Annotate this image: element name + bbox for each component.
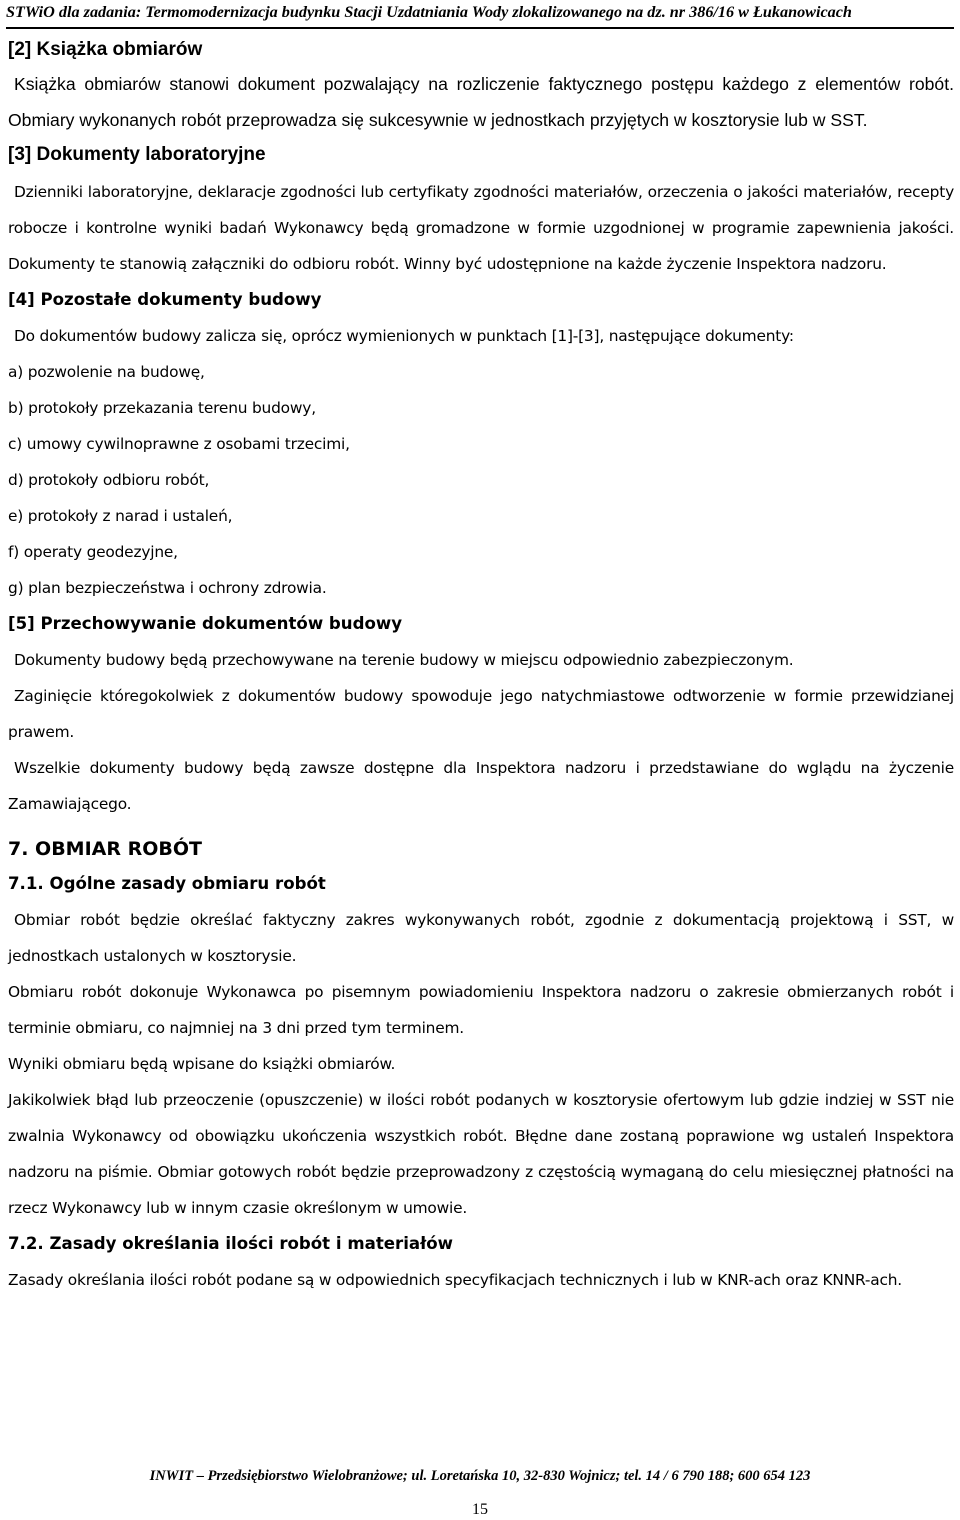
section-paragraph: Zaginięcie któregokolwiek z dokumentów budowy spowoduje jego natychmiastowe odtworzenie w formie przewidzianej prawem. (8, 687, 954, 741)
section-paragraph: Wyniki obmiaru będą wpisane do książki obmiarów. (8, 1055, 396, 1073)
list-item: e) protokoły z narad i ustaleń, (8, 507, 233, 525)
section-dokumenty-laboratoryjne (8, 138, 954, 282)
section-heading: [3] Dokumenty laboratoryjne (8, 144, 266, 165)
list-item: g) plan bezpieczeństwa i ochrony zdrowia. (8, 579, 327, 597)
page-number: 15 (472, 1501, 488, 1518)
section-paragraph: Obmiar robót będzie określać faktyczny zakres wykonywanych robót, zgodnie z dokumentacją projektową i SST, w jednostkach ustalonych w kosztorysie. (8, 911, 954, 965)
section-intro: Do dokumentów budowy zalicza się, oprócz wymienionych w punktach [1]-[3], następujące dokumenty: (14, 327, 794, 345)
list-item: a) pozwolenie na budowę, (8, 363, 205, 381)
running-header: STWiO dla zadania: Termomodernizacja budynku Stacji Uzdatniania Wody zlokalizowanego na dz. nr 386/16 w Łukanowicach (6, 3, 852, 21)
section-paragraph: Dokumenty budowy będą przechowywane na terenie budowy w miejscu odpowiednio zabezpieczonym. (14, 651, 794, 669)
section-heading: [5] Przechowywanie dokumentów budowy (8, 614, 403, 633)
section-ksiazka-obmiarow (8, 35, 954, 138)
section-pozostale-dokumenty (8, 282, 954, 606)
section-paragraph: Dzienniki laboratoryjne, deklaracje zgodności lub certyfikaty zgodności materiałów, orzeczenia o jakości materiałów, recepty robocze i kontrolne wyniki badań Wykonawcy będą gromadzone w formie uzgodnionej w programie zapewnienia jakości. Dokumenty te stanowią załączniki do odbioru robót. Winny być udostępnione na każde życzenie Inspektora nadzoru. (8, 183, 954, 273)
section-heading: 7.2. Zasady określania ilości robót i materiałów (8, 1234, 453, 1253)
page-content (8, 33, 954, 1298)
header-rule (6, 27, 954, 29)
section-przechowywanie (8, 606, 954, 822)
list-item: d) protokoły odbioru robót, (8, 471, 210, 489)
section-paragraph: Książka obmiarów stanowi dokument pozwalający na rozliczenie faktycznego postępu każdego z elementów robót. Obmiary wykonanych robót przeprowadza się sukcesywnie w jednostkach przyjętych w kosztorysie lub w SST. (8, 74, 954, 130)
list-item: b) protokoły przekazania terenu budowy, (8, 399, 316, 417)
list-item: f) operaty geodezyjne, (8, 543, 178, 561)
section-paragraph: Wszelkie dokumenty budowy będą zawsze dostępne dla Inspektora nadzoru i przedstawiane do wglądu na życzenie Zamawiającego. (8, 759, 954, 813)
chapter-heading: 7. OBMIAR ROBÓT (8, 838, 202, 860)
section-obmiar-robot (8, 830, 954, 868)
section-zasady-okreslania (8, 1226, 954, 1298)
section-ogolne-zasady (8, 866, 954, 1226)
section-heading: 7.1. Ogólne zasady obmiaru robót (8, 874, 326, 893)
list-item: c) umowy cywilnoprawne z osobami trzecimi, (8, 435, 350, 453)
section-paragraph: Zasady określania ilości robót podane są w odpowiednich specyfikacjach technicznych i lub w KNR-ach oraz KNNR-ach. (8, 1271, 903, 1289)
section-heading: [4] Pozostałe dokumenty budowy (8, 290, 322, 309)
section-heading: [2] Książka obmiarów (8, 39, 203, 60)
running-footer: INWIT – Przedsiębiorstwo Wielobranżowe; ul. Loretańska 10, 32-830 Wojnicz; tel. 14 / 6 790 188; 600 654 123 (149, 1468, 811, 1484)
section-paragraph: Obmiaru robót dokonuje Wykonawca po pisemnym powiadomieniu Inspektora nadzoru o zakresie obmierzanych robót i terminie obmiaru, co najmniej na 3 dni przed tym terminem. (8, 983, 954, 1037)
section-paragraph: Jakikolwiek błąd lub przeoczenie (opuszczenie) w ilości robót podanych w kosztorysie ofertowym lub gdzie indziej w SST nie zwalnia Wykonawcy od obowiązku ukończenia wszystkich robót. Błędne dane zostaną poprawione wg ustaleń Inspektora nadzoru na piśmie. Obmiar gotowych robót będzie przeprowadzony z częstością wymaganą do celu miesięcznej płatności na rzecz Wykonawcy lub w innym czasie określonym w umowie. (8, 1091, 954, 1217)
